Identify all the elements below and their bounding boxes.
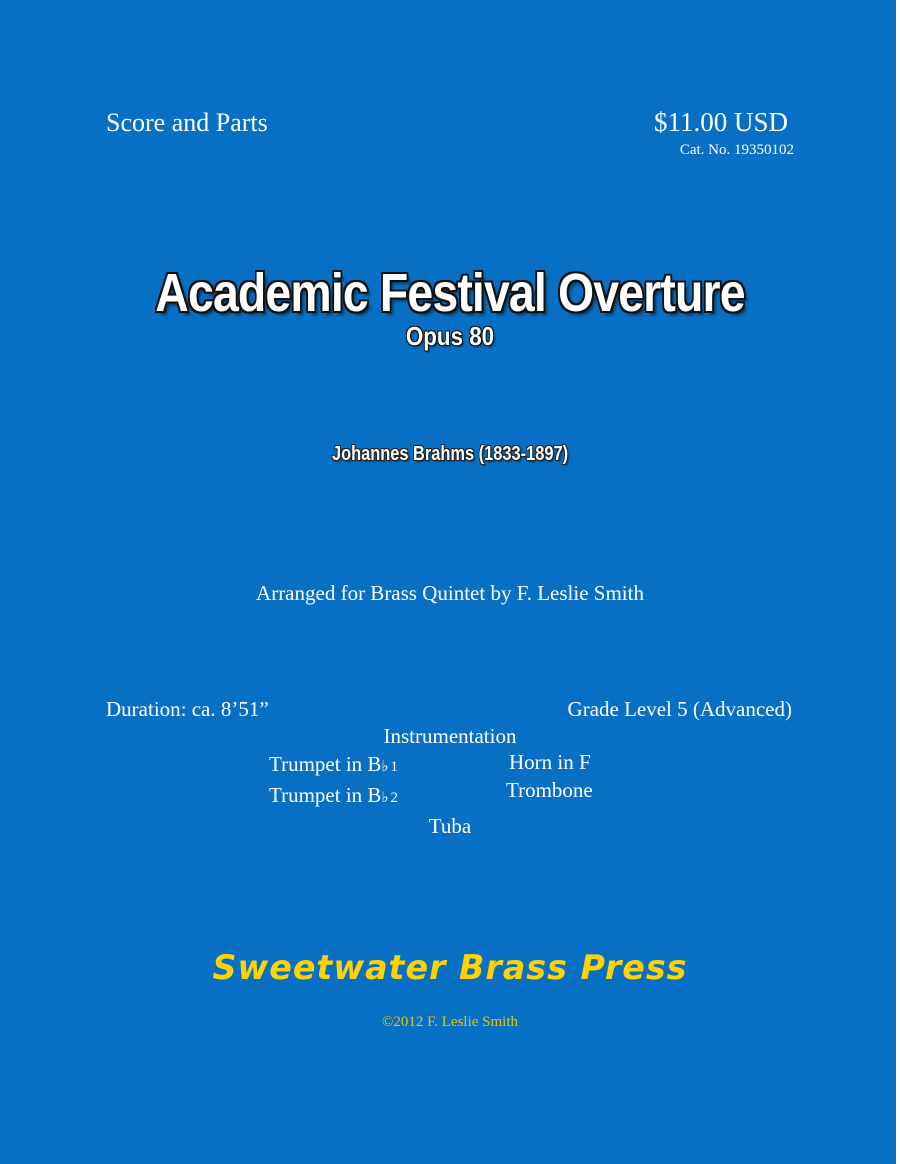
score-and-parts-label: Score and Parts (106, 108, 268, 137)
price: $11.00 USD (653, 107, 788, 137)
instrumentation-heading: Instrumentation (383, 724, 517, 748)
instrument-trumpet-1 (269, 752, 398, 777)
grade-level: Grade Level 5 (Advanced) (567, 697, 792, 721)
part-number: 2 (390, 790, 398, 806)
instrument-trumpet-2 (269, 783, 398, 808)
part-number: 1 (390, 759, 398, 775)
instrument-horn: Horn in F (509, 750, 591, 774)
instrument-name: Trumpet in B (269, 752, 382, 776)
arranger-credit: Arranged for Brass Quintet by F. Leslie Smith (256, 581, 644, 605)
instrument-trombone: Trombone (506, 778, 593, 802)
flat-sign: ♭ (381, 759, 389, 775)
piece-title: Academic Festival Overture (155, 263, 745, 323)
instrument-name: Trumpet in B (269, 783, 382, 807)
copyright-notice: ©2012 F. Leslie Smith (381, 1014, 519, 1030)
composer: Johannes Brahms (1833-1897) (331, 443, 569, 465)
flat-sign: ♭ (381, 790, 389, 806)
duration: Duration: ca. 8’51” (106, 697, 269, 721)
publisher-logo: Sweetwater Brass Press (212, 948, 688, 988)
catalog-number: Cat. No. 19350102 (679, 142, 794, 158)
instrument-tuba: Tuba (428, 814, 472, 838)
opus-number: Opus 80 (405, 321, 495, 351)
